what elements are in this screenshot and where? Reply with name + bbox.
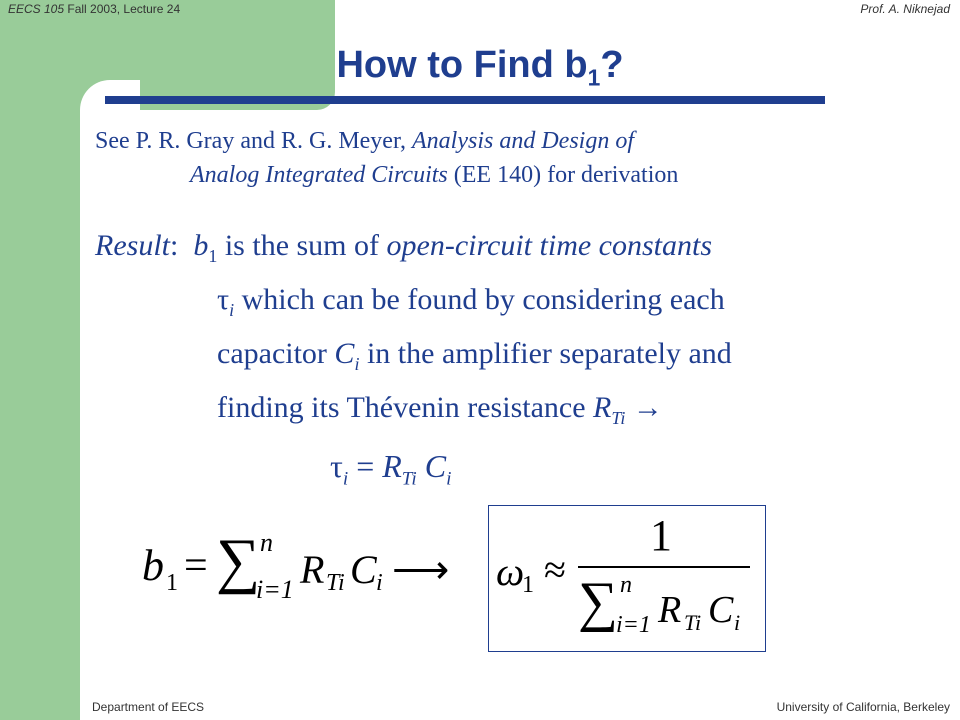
result-colon: :: [170, 229, 194, 262]
arrow-right-icon: →: [625, 391, 663, 424]
formula-approx: ≈: [544, 547, 566, 592]
result-line-2: [95, 278, 732, 332]
result-line-3-post: in the amplifier separately and: [359, 337, 732, 370]
reference-text: [95, 124, 678, 192]
formula-b: b: [142, 541, 164, 590]
result-R: R: [593, 391, 612, 424]
tau-eq-C-sub: i: [446, 468, 452, 490]
result-line-3: [95, 332, 732, 386]
tau-equation: [330, 448, 451, 490]
tau-eq-R-sub: Ti: [401, 468, 417, 490]
title-text: How to Find b: [336, 44, 588, 86]
formula-sum-upper: n: [260, 528, 273, 557]
green-side-band: [0, 0, 80, 720]
formula-R: R: [300, 547, 325, 592]
formula-den-C-sub: i: [734, 610, 741, 635]
title-suffix: ?: [600, 44, 624, 86]
result-line-3-pre: capacitor: [217, 337, 335, 370]
result-label: Result: [95, 229, 170, 262]
result-line-1-text: is the sum of: [217, 229, 387, 262]
result-tau-sub: i: [229, 300, 235, 320]
reference-authors: See P. R. Gray and R. G. Meyer,: [95, 128, 412, 154]
formula-C-sub: i: [376, 570, 383, 596]
result-line-2-text: which can be found by considering each: [234, 283, 725, 316]
result-C-sub: i: [354, 354, 360, 374]
formula-R-sub: Ti: [326, 570, 345, 596]
reference-book-title-1: Analysis and Design of: [412, 128, 634, 154]
formula-omega: ω: [496, 549, 525, 594]
tau-eq-tau: τ: [330, 448, 343, 484]
tau-eq-equals: =: [348, 448, 383, 484]
reference-book-title-2: Analog Integrated Circuits: [190, 162, 448, 188]
reference-line-1: [95, 124, 678, 158]
tau-eq-tau-sub: i: [342, 468, 349, 490]
header-professor: Prof. A. Niknejad: [860, 2, 950, 16]
result-paragraph: [95, 224, 732, 440]
result-R-sub: Ti: [611, 408, 626, 428]
result-C: C: [334, 337, 355, 370]
formula-den-sum: ∑: [578, 571, 618, 633]
formula-sum-lower: i=1: [256, 575, 294, 604]
tau-eq-R: R: [382, 448, 402, 484]
long-arrow-icon: ⟶: [392, 547, 450, 592]
tau-eq-C: C: [416, 448, 447, 484]
formula-sum: ∑: [216, 527, 261, 595]
header-course: [8, 2, 180, 16]
result-tau: τ: [217, 283, 230, 316]
footer-university: University of California, Berkeley: [776, 700, 950, 714]
footer-department: Department of EECS: [92, 700, 205, 714]
result-open-circuit: open-circuit time constants: [386, 229, 713, 262]
formula-b-sub: 1: [166, 570, 178, 596]
title-underline: [105, 96, 825, 104]
formula-omega-sub: 1: [522, 572, 534, 598]
formula-equals: =: [184, 543, 208, 589]
title-subscript: 1: [587, 64, 601, 91]
formula-den-R: R: [658, 589, 682, 631]
result-line-4: [95, 386, 732, 440]
formula-den-upper: n: [620, 572, 632, 598]
fraction-bar: [578, 566, 750, 568]
page-title: [0, 44, 960, 92]
result-line-1: [95, 224, 732, 278]
header-course-code: EECS 105: [8, 2, 65, 16]
header-course-term: Fall 2003, Lecture 24: [64, 2, 181, 16]
formula-den-lower: i=1: [616, 612, 651, 638]
result-b: b: [193, 229, 209, 262]
reference-course: (EE 140) for derivation: [447, 162, 679, 188]
result-line-4-pre: finding its Thévenin resistance: [217, 391, 594, 424]
formula-C: C: [350, 547, 377, 592]
formula-den-C: C: [708, 589, 734, 631]
reference-line-2: [95, 158, 678, 192]
result-b-sub: 1: [208, 246, 218, 266]
formula-numerator: 1: [650, 511, 672, 560]
formula-den-R-sub: Ti: [684, 610, 702, 635]
